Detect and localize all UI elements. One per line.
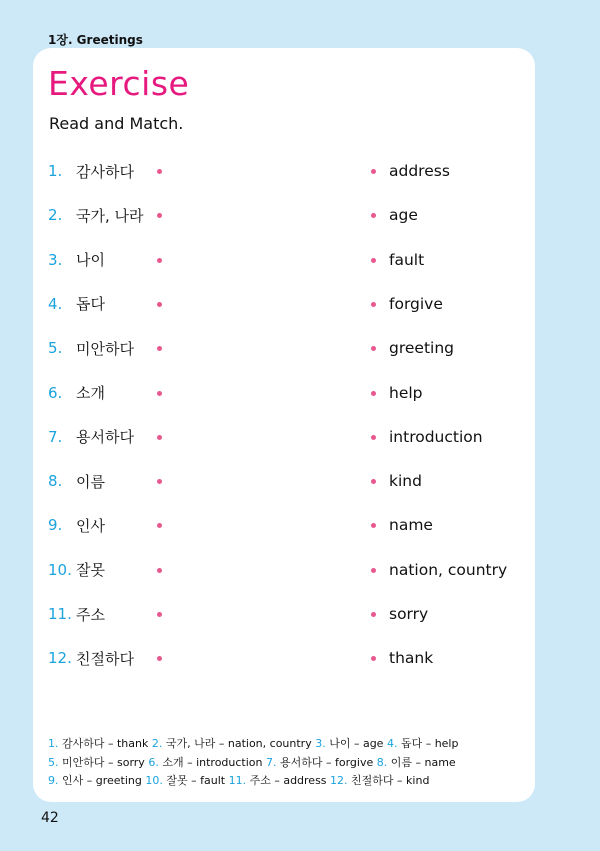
answer-text: 용서하다 – forgive bbox=[280, 755, 377, 769]
english-word-item: help bbox=[389, 383, 423, 402]
answer-text: 이름 – name bbox=[390, 755, 456, 769]
match-dot-right[interactable] bbox=[371, 391, 376, 396]
korean-word-item bbox=[48, 203, 144, 227]
item-number: 10. bbox=[48, 560, 72, 579]
english-word-item: address bbox=[389, 162, 450, 180]
answer-number: 3. bbox=[315, 737, 330, 750]
answer-text: 나이 – age bbox=[329, 737, 387, 750]
item-number: 1. bbox=[48, 162, 63, 180]
korean-word: 친절하다 bbox=[76, 649, 134, 668]
english-word-item: forgive bbox=[389, 294, 443, 313]
answer-line bbox=[48, 772, 458, 791]
answer-text: 국가, 나라 – nation, country bbox=[165, 737, 316, 750]
korean-word-item bbox=[48, 558, 105, 582]
english-word-item: nation, country bbox=[389, 560, 508, 579]
korean-word-item bbox=[48, 159, 134, 183]
match-dot-left[interactable] bbox=[157, 435, 162, 440]
korean-word: 미안하다 bbox=[76, 339, 134, 358]
answer-number: 11. bbox=[228, 774, 250, 787]
answer-number: 4. bbox=[386, 737, 401, 750]
item-number: 8. bbox=[48, 472, 63, 491]
match-dot-right[interactable] bbox=[371, 169, 376, 174]
match-dot-right[interactable] bbox=[371, 258, 376, 263]
match-dot-left[interactable] bbox=[157, 258, 162, 263]
answer-number: 2. bbox=[151, 737, 166, 750]
korean-word: 소개 bbox=[76, 384, 105, 402]
answer-number: 7. bbox=[266, 755, 280, 769]
match-dot-left[interactable] bbox=[157, 568, 162, 573]
answer-number: 9. bbox=[48, 774, 62, 787]
item-number: 12. bbox=[48, 649, 72, 668]
korean-word: 나이 bbox=[76, 251, 105, 270]
match-dot-right[interactable] bbox=[371, 302, 376, 307]
match-dot-left[interactable] bbox=[157, 169, 162, 174]
english-word-item: thank bbox=[389, 649, 434, 668]
answer-number: 6. bbox=[148, 755, 163, 769]
korean-word-item bbox=[48, 602, 105, 626]
english-word-item: age bbox=[389, 206, 418, 225]
item-number: 4. bbox=[48, 294, 63, 313]
english-word-item: name bbox=[389, 516, 433, 535]
item-number: 5. bbox=[48, 339, 63, 358]
korean-word: 잘못 bbox=[76, 561, 105, 580]
korean-word: 돕다 bbox=[76, 295, 105, 314]
english-word-item: fault bbox=[389, 250, 425, 269]
exercise-instruction: Read and Match. bbox=[49, 114, 184, 133]
english-word-item: sorry bbox=[389, 605, 429, 623]
answer-number: 1. bbox=[48, 737, 62, 750]
item-number: 3. bbox=[48, 250, 63, 269]
answer-text: 소개 – introduction bbox=[162, 755, 266, 769]
korean-word: 주소 bbox=[76, 605, 105, 624]
korean-word-item bbox=[48, 292, 105, 316]
korean-word-item bbox=[48, 248, 105, 272]
exercise-title: Exercise bbox=[48, 64, 190, 103]
english-word-item: greeting bbox=[389, 339, 454, 358]
answer-text: 주소 – address bbox=[249, 774, 331, 787]
korean-word-item bbox=[48, 336, 134, 360]
korean-word-item bbox=[48, 646, 134, 670]
chapter-header: 1장. Greetings bbox=[48, 33, 143, 47]
korean-word: 인사 bbox=[76, 516, 105, 535]
answer-number: 5. bbox=[48, 755, 62, 769]
english-word-item: introduction bbox=[389, 427, 483, 446]
korean-word-item bbox=[48, 381, 105, 405]
answer-text: 돕다 – help bbox=[400, 737, 459, 750]
korean-word-item bbox=[48, 469, 105, 493]
page-number: 42 bbox=[41, 810, 59, 826]
answer-text: 감사하다 – thank bbox=[62, 737, 152, 750]
item-number: 11. bbox=[48, 605, 72, 623]
match-dot-left[interactable] bbox=[157, 612, 162, 617]
english-word-item: kind bbox=[389, 472, 422, 491]
korean-word: 이름 bbox=[76, 472, 105, 491]
korean-word: 국가, 나라 bbox=[76, 206, 144, 225]
korean-word: 용서하다 bbox=[76, 428, 134, 447]
korean-word-item bbox=[48, 425, 134, 449]
answer-number: 12. bbox=[330, 774, 352, 787]
answer-text: 미안하다 – sorry bbox=[62, 755, 149, 769]
match-dot-left[interactable] bbox=[157, 302, 162, 307]
korean-word-item bbox=[48, 513, 105, 537]
match-dot-right[interactable] bbox=[371, 435, 376, 440]
item-number: 7. bbox=[48, 427, 63, 446]
answer-number: 8. bbox=[376, 755, 391, 769]
answer-key bbox=[48, 735, 458, 791]
answer-text: 잘못 – fault bbox=[166, 774, 229, 787]
answer-line bbox=[48, 754, 458, 773]
item-number: 9. bbox=[48, 516, 63, 535]
answer-text: 인사 – greeting bbox=[62, 774, 146, 787]
item-number: 6. bbox=[48, 383, 63, 402]
match-dot-left[interactable] bbox=[157, 391, 162, 396]
korean-word: 감사하다 bbox=[76, 162, 134, 181]
answer-number: 10. bbox=[145, 774, 167, 787]
item-number: 2. bbox=[48, 206, 63, 225]
answer-text: 친절하다 – kind bbox=[351, 774, 430, 787]
match-dot-right[interactable] bbox=[371, 568, 376, 573]
answer-line bbox=[48, 735, 458, 754]
match-dot-right[interactable] bbox=[371, 612, 376, 617]
